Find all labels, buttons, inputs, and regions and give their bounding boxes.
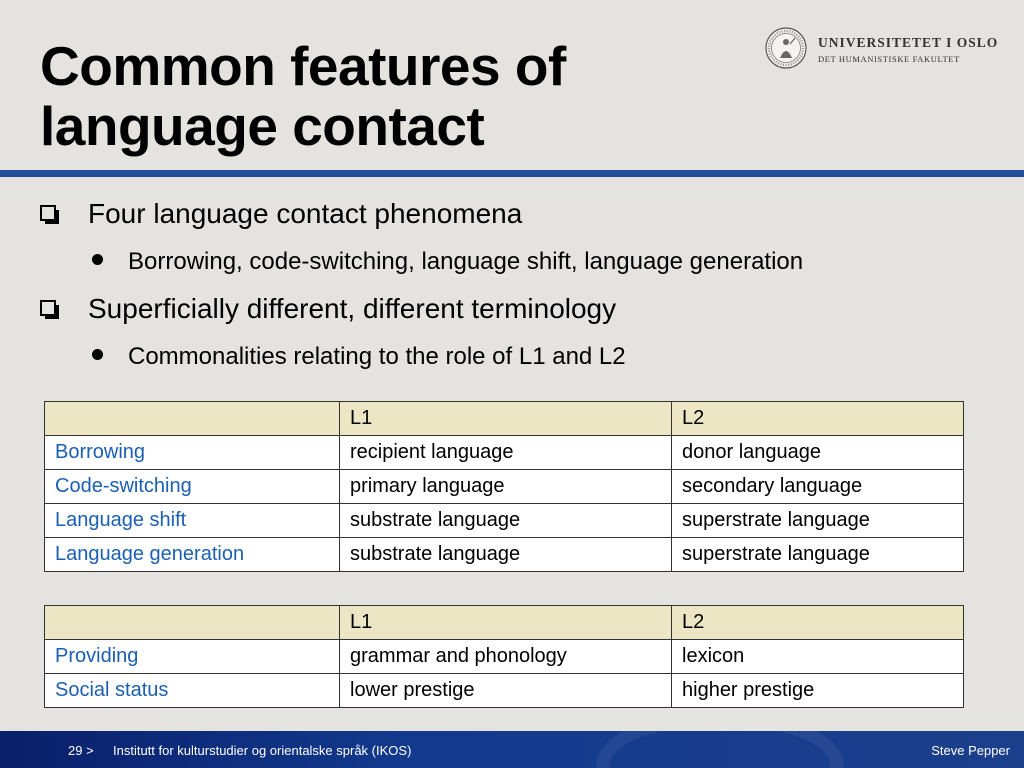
table-row <box>45 436 964 470</box>
faculty-name: DET HUMANISTISKE FAKULTET <box>818 54 960 64</box>
table-header-cell: L1 <box>340 606 672 640</box>
author-name: Steve Pepper <box>931 743 1010 758</box>
table-row <box>45 640 964 674</box>
table-header-cell: L1 <box>340 402 672 436</box>
table-cell: lower prestige <box>340 674 672 708</box>
bullet-level2: Commonalities relating to the role of L1 and L2 <box>128 343 626 370</box>
table-cell: substrate language <box>340 504 672 538</box>
l1-l2-roles-table <box>44 401 964 572</box>
row-label: Language generation <box>45 538 340 572</box>
page-number: 29 > <box>68 743 94 758</box>
university-seal-icon <box>764 26 808 70</box>
table-row <box>45 470 964 504</box>
title-line: Common features of <box>40 35 566 97</box>
table-cell: secondary language <box>672 470 964 504</box>
row-label: Language shift <box>45 504 340 538</box>
table-header-cell: L2 <box>672 606 964 640</box>
table-cell: superstrate language <box>672 538 964 572</box>
table-header-row <box>45 606 964 640</box>
title-rule <box>0 170 1024 177</box>
checkbox-bullet-icon <box>40 205 56 221</box>
table-cell: donor language <box>672 436 964 470</box>
title-line: language contact <box>40 95 485 157</box>
table-cell: lexicon <box>672 640 964 674</box>
university-logo <box>764 26 1004 76</box>
row-label: Code-switching <box>45 470 340 504</box>
bullet-level1: Superficially different, different terminology <box>88 293 617 324</box>
row-label: Providing <box>45 640 340 674</box>
providing-status-table <box>44 605 964 708</box>
dot-bullet-icon <box>92 349 103 360</box>
table-header-row <box>45 402 964 436</box>
table-header-cell <box>45 606 340 640</box>
row-label: Social status <box>45 674 340 708</box>
checkbox-bullet-icon <box>40 300 56 316</box>
footer-watermark <box>596 731 844 768</box>
table-header-cell <box>45 402 340 436</box>
institute-name: Institutt for kulturstudier og orientalske språk (IKOS) <box>113 743 412 758</box>
table-row <box>45 504 964 538</box>
row-label: Borrowing <box>45 436 340 470</box>
university-name: UNIVERSITETET I OSLO <box>818 35 999 50</box>
table-header-cell: L2 <box>672 402 964 436</box>
table-cell: recipient language <box>340 436 672 470</box>
table-cell: substrate language <box>340 538 672 572</box>
footer-bar <box>0 731 1024 768</box>
slide-title <box>40 36 720 156</box>
table-cell: grammar and phonology <box>340 640 672 674</box>
table-cell: superstrate language <box>672 504 964 538</box>
table-row <box>45 538 964 572</box>
table-row <box>45 674 964 708</box>
bullet-level1: Four language contact phenomena <box>88 198 523 229</box>
bullet-level2: Borrowing, code-switching, language shift, language generation <box>128 248 804 275</box>
table-cell: primary language <box>340 470 672 504</box>
table-cell: higher prestige <box>672 674 964 708</box>
dot-bullet-icon <box>92 254 103 265</box>
